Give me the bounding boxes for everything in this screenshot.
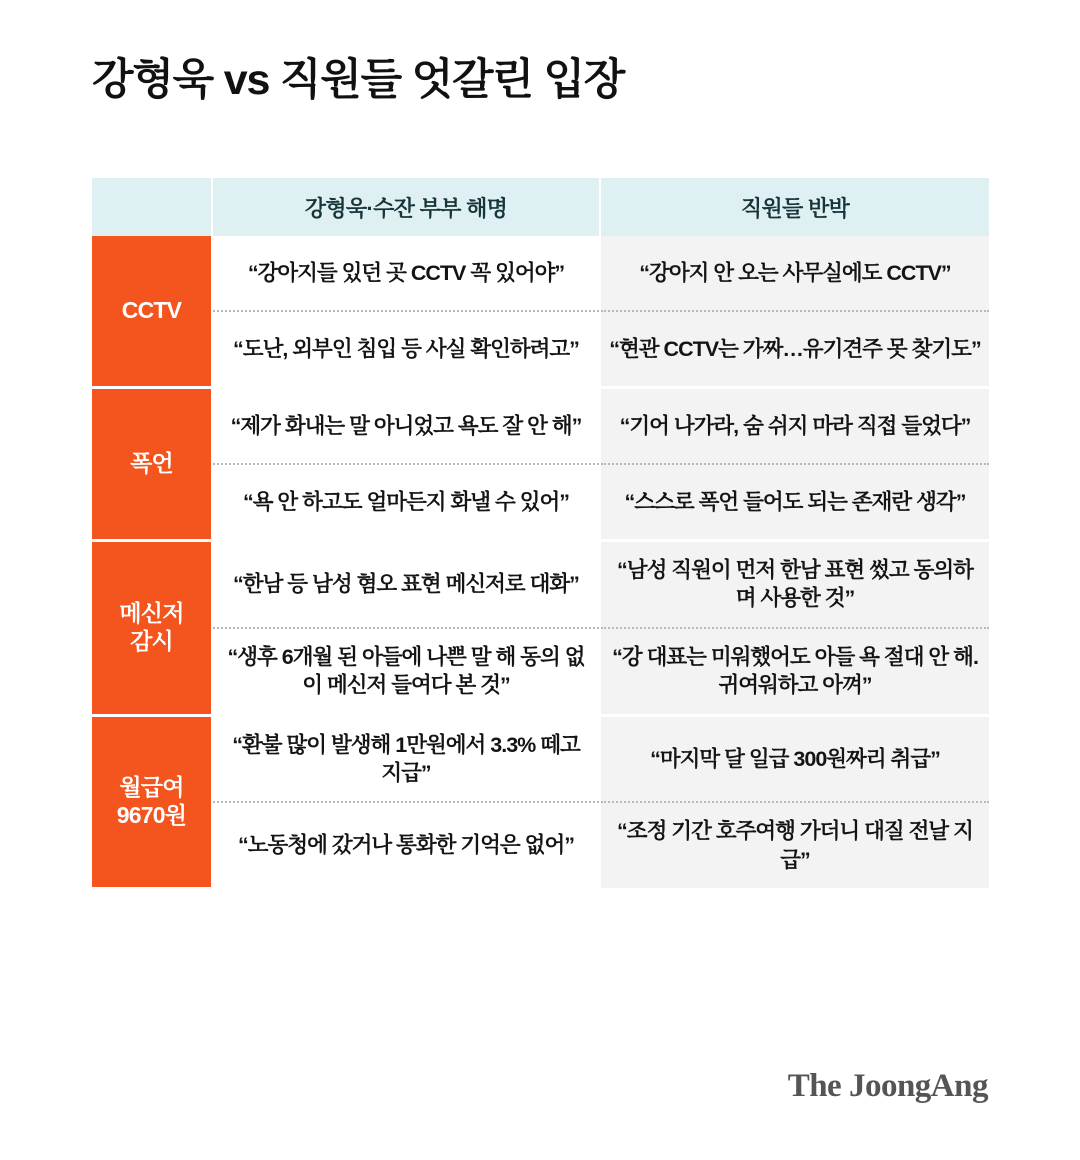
statement-cell-a: “환불 많이 발생해 1만원에서 3.3% 떼고 지급” [212,715,600,802]
table-row [92,628,989,715]
row-label-cctv [92,236,212,388]
table-row [92,311,989,388]
statement-cell-b: “남성 직원이 먼저 한남 표현 썼고 동의하며 사용한 것” [600,541,989,628]
statement-cell-a: “욕 안 하고도 얼마든지 화낼 수 있어” [212,464,600,541]
comparison-table-container [92,178,989,890]
statement-cell-b: “현관 CCTV는 가짜…유기견주 못 찾기도” [600,311,989,388]
row-label-line: 9670원 [116,801,187,828]
column-header-topic [92,178,212,236]
row-label-salary [92,715,212,888]
table-body [92,236,989,888]
row-label-line: 감시 [130,627,173,654]
statement-cell-b: “스스로 폭언 들어도 되는 존재란 생각” [600,464,989,541]
comparison-table [92,178,989,890]
statement-cell-a: “노동청에 갔거나 통화한 기억은 없어” [212,802,600,888]
table-header-row [92,178,989,236]
row-label-line: 폭언 [130,450,173,477]
table-row [92,464,989,541]
table-row [92,802,989,888]
table-row [92,388,989,465]
row-label-messenger [92,541,212,716]
publisher-logo: The JoongAng [787,1068,988,1104]
column-header-a: 강형욱·수잔 부부 해명 [212,178,600,236]
statement-cell-a: “강아지들 있던 곳 CCTV 꼭 있어야” [212,236,600,311]
statement-cell-b: “조정 기간 호주여행 가더니 대질 전날 지급” [600,802,989,888]
table-row [92,541,989,628]
statement-cell-b: “강 대표는 미워했어도 아들 욕 절대 안 해. 귀여워하고 아껴” [600,628,989,715]
statement-cell-a: “제가 화내는 말 아니었고 욕도 잘 안 해” [212,388,600,465]
row-label-line: CCTV [121,297,182,324]
table-row [92,236,989,311]
table-row [92,715,989,802]
statement-cell-a: “생후 6개월 된 아들에 나쁜 말 해 동의 없이 메신저 들여다 본 것” [212,628,600,715]
column-header-b: 직원들 반박 [600,178,989,236]
row-label-line: 메신저 [119,600,184,627]
page-title: 강형욱 vs 직원들 엇갈린 입장 [92,56,625,104]
table-header [92,178,989,236]
statement-cell-b: “마지막 달 일급 300원짜리 취급” [600,715,989,802]
row-label-pokeon [92,388,212,541]
statement-cell-b: “강아지 안 오는 사무실에도 CCTV” [600,236,989,311]
statement-cell-b: “기어 나가라, 숨 쉬지 마라 직접 들었다” [600,388,989,465]
row-label-line: 월급여 [119,773,184,800]
statement-cell-a: “도난, 외부인 침입 등 사실 확인하려고” [212,311,600,388]
statement-cell-a: “한남 등 남성 혐오 표현 메신저로 대화” [212,541,600,628]
